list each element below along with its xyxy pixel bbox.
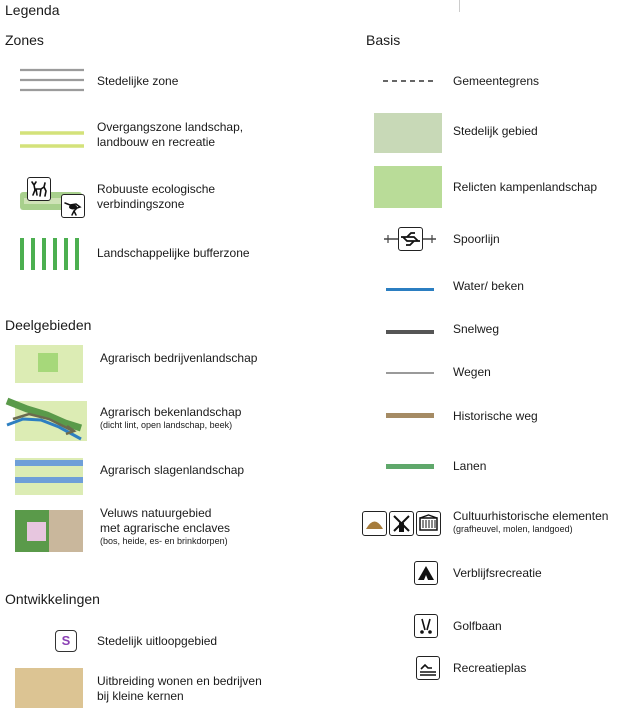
label-overgangszone-line1: Overgangszone landschap, xyxy=(97,120,244,134)
swatch-stedelijk-gebied xyxy=(374,113,442,153)
zones-heading: Zones xyxy=(5,32,44,48)
label-cultuurhistorische-elementen xyxy=(453,509,608,535)
label-uitbreiding-line2: bij kleine kernen xyxy=(97,689,184,703)
swatch-gemeentegrens xyxy=(383,79,435,83)
label-verblijfsrecreatie: Verblijfsrecreatie xyxy=(453,566,542,580)
swatch-bekenlandschap xyxy=(5,395,87,445)
swatch-veluws-enclave xyxy=(27,522,46,541)
bird-icon xyxy=(61,194,85,218)
label-ecologische-line1: Robuuste ecologische xyxy=(97,182,216,196)
label-veluws-line1: Veluws natuurgebied xyxy=(100,506,212,520)
label-snelweg: Snelweg xyxy=(453,322,500,336)
label-uitbreiding-wonen xyxy=(97,674,262,704)
label-stedelijk-gebied: Stedelijk gebied xyxy=(453,124,538,138)
label-water-beken: Water/ beken xyxy=(453,279,524,293)
label-historische-weg: Historische weg xyxy=(453,409,538,423)
label-veluws-natuurgebied xyxy=(100,506,230,547)
label-bufferzone: Landschappelijke bufferzone xyxy=(97,246,250,260)
label-slagenlandschap: Agrarisch slagenlandschap xyxy=(100,463,245,477)
swatch-wegen xyxy=(386,372,434,374)
swatch-slagen-line1 xyxy=(15,460,83,466)
swatch-relicten-kampenlandschap xyxy=(374,166,442,208)
swatch-veluws-natuurgebied xyxy=(15,510,83,552)
deelgebieden-heading: Deelgebieden xyxy=(5,317,92,333)
label-lanen: Lanen xyxy=(453,459,487,473)
label-overgangszone xyxy=(97,120,243,150)
label-wegen: Wegen xyxy=(453,365,491,379)
estate-icon xyxy=(416,511,441,536)
label-gemeentegrens: Gemeentegrens xyxy=(453,74,540,88)
edge-mark xyxy=(459,0,460,12)
label-relicten-kampenlandschap: Relicten kampenlandschap xyxy=(453,180,598,194)
tent-icon xyxy=(414,561,438,585)
label-stedelijk-uitloopgebied: Stedelijk uitloopgebied xyxy=(97,634,218,648)
label-cultuurhistorisch-main: Cultuurhistorische elementen xyxy=(453,509,609,523)
label-stedelijke-zone: Stedelijke zone xyxy=(97,74,179,88)
swatch-stedelijke-zone xyxy=(20,68,84,92)
swatch-lanen xyxy=(386,464,434,469)
label-overgangszone-line2: landbouw en recreatie xyxy=(97,135,216,149)
label-bedrijvenlandschap: Agrarisch bedrijvenlandschap xyxy=(100,351,258,365)
swatch-slagenlandschap xyxy=(15,458,83,495)
badge-letter: S xyxy=(61,633,71,648)
label-veluws-sub: (bos, heide, es- en brinkdorpen) xyxy=(100,536,228,546)
deer-icon xyxy=(27,177,51,201)
label-recreatieplas: Recreatieplas xyxy=(453,661,527,675)
ontwikkelingen-heading: Ontwikkelingen xyxy=(5,591,100,607)
swatch-overgangszone xyxy=(20,130,84,150)
label-veluws-line2: met agrarische enclaves xyxy=(100,521,231,535)
railway-icon xyxy=(398,227,423,251)
label-ecologische-line2: verbindingszone xyxy=(97,197,185,211)
lake-icon xyxy=(416,656,440,680)
label-ecologische-zone xyxy=(97,182,215,212)
swatch-bufferzone xyxy=(20,238,82,270)
label-golfbaan: Golfbaan xyxy=(453,619,502,633)
label-bekenlandschap-main: Agrarisch bekenlandschap xyxy=(100,405,242,419)
legend-title: Legenda xyxy=(5,2,60,18)
windmill-icon xyxy=(389,511,414,536)
golf-icon xyxy=(414,614,438,638)
swatch-water-beken xyxy=(386,288,434,291)
label-cultuurhistorisch-sub: (grafheuvel, molen, landgoed) xyxy=(453,524,573,534)
swatch-bedrijvenlandschap-core xyxy=(38,353,58,372)
label-bekenlandschap-sub: (dicht lint, open landschap, beek) xyxy=(100,420,233,430)
burial-mound-icon xyxy=(362,511,387,536)
swatch-bedrijvenlandschap xyxy=(15,345,83,383)
swatch-uitbreiding-wonen xyxy=(15,668,83,708)
label-spoorlijn: Spoorlijn xyxy=(453,232,500,246)
swatch-historische-weg xyxy=(386,413,434,418)
label-uitbreiding-line1: Uitbreiding wonen en bedrijven xyxy=(97,674,262,688)
swatch-snelweg xyxy=(386,330,434,334)
swatch-slagen-line2 xyxy=(15,477,83,483)
badge-stedelijk-uitloopgebied xyxy=(55,630,77,652)
basis-heading: Basis xyxy=(366,32,401,48)
label-bekenlandschap xyxy=(100,405,241,431)
